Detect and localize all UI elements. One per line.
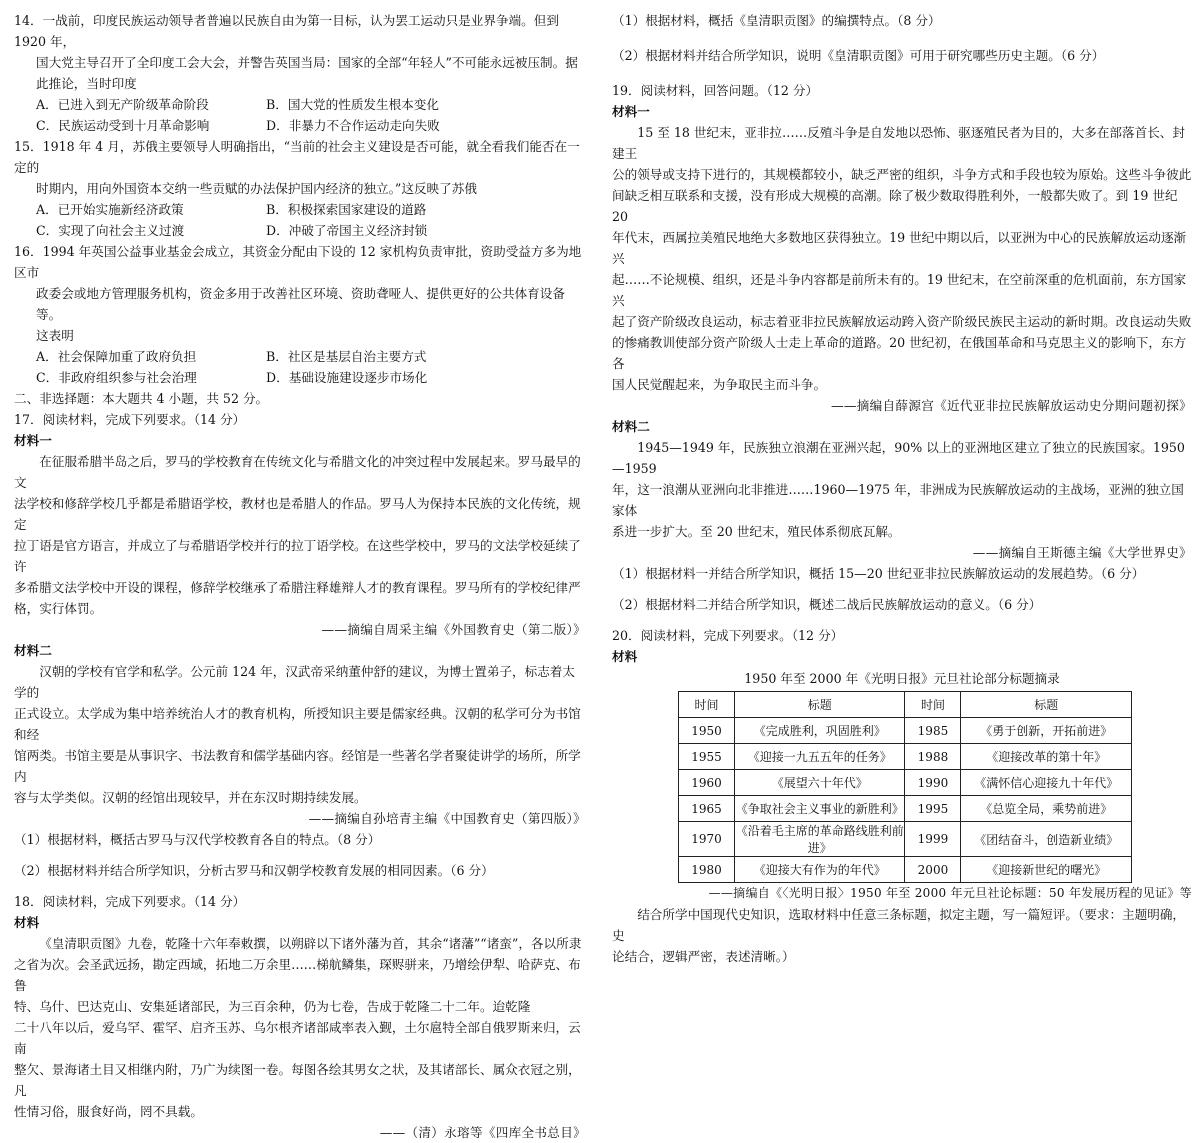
question-17-ask-2: （2）根据材料并结合所学知识，分析古罗马和汉朝学校教育发展的相同因素。（6 分） (14, 863, 494, 878)
table-cell-title: 《迎接改革的第十年》 (961, 744, 1132, 770)
table-cell-year: 1960 (679, 770, 735, 796)
table-cell-year: 2000 (905, 857, 961, 883)
table-row (679, 822, 1132, 857)
option-b[interactable]: B．积极探索国家建设的道路 (266, 202, 427, 217)
material-line: 容与太学类似。汉朝的经馆出现较早，并在东汉时期持续发展。 (14, 790, 367, 805)
question-20-task-line: 论结合，逻辑严密，表述清晰。） (612, 949, 795, 964)
material-line: 整欠、景海诸土目又相继内附，乃广为续图一卷。每图各绘其男女之状，及其诸部长、属众衣冠之别，凡 (14, 1062, 581, 1098)
material-line: 汉朝的学校有官学和私学。公元前 124 年，汉武帝采纳董仲舒的建议，为博士置弟子，标志着太学的 (14, 664, 575, 700)
material-line: 拉丁语是官方语言，并成立了与希腊语学校并行的拉丁语学校。在这些学校中，罗马的文法学校延续了许 (14, 538, 581, 574)
table-caption: 1950 年至 2000 年《光明日报》元旦社论部分标题摘录 (744, 671, 1060, 686)
table-cell-title: 《总览全局，乘势前进》 (961, 796, 1132, 822)
material-line: 《皇清职贡图》九卷，乾隆十六年奉敕撰，以朔辟以下诸外藩为首，其余“诸藩”“诸蛮”，各以所隶 (39, 936, 582, 951)
question-15-stem-line: 15．1918 年 4 月，苏俄主要领导人明确指出，“当前的社会主义建设是否可能，就全看我们能否在一定的 (14, 139, 580, 175)
material-line: 在征服希腊半岛之后，罗马的学校教育在传统文化与希腊文化的冲突过程中发展起来。罗马最早的文 (14, 454, 581, 490)
question-16-options (14, 346, 586, 388)
material-line: 馆两类。书馆主要是从事识字、书法教育和儒学基础内容。经馆是一些著名学者聚徒讲学的场所，所学内 (14, 748, 581, 784)
material-line: 性情习俗，服食好尚，罔不具载。 (14, 1104, 203, 1119)
question-17-title: 17．阅读材料，完成下列要求。（14 分） (14, 412, 246, 427)
question-16-stem-line: 16．1994 年英国公益事业基金会成立，其资金分配由下设的 12 家机构负责审批，资助受益方多为地区市 (14, 244, 582, 280)
table-row (679, 770, 1132, 796)
table-cell-title: 《争取社会主义事业的新胜利》 (734, 796, 905, 822)
table-row (679, 744, 1132, 770)
option-a[interactable]: A．已开始实施新经济政策 (36, 202, 184, 217)
table-cell-title: 《沿着毛主席的革命路线胜利前进》 (734, 822, 905, 857)
material-1-title: 材料一 (612, 104, 650, 119)
material-source: ——摘编自周采主编《外国教育史（第二版）》 (321, 622, 586, 637)
question-14 (14, 10, 586, 136)
table-cell-year: 1995 (905, 796, 961, 822)
editorial-titles-table (678, 691, 1132, 883)
table-row (679, 718, 1132, 744)
table-cell-title: 《完成胜利，巩固胜利》 (734, 718, 905, 744)
option-d[interactable]: D．非暴力不合作运动走向失败 (266, 118, 440, 133)
material-source: ——摘编自孙培青主编《中国教育史（第四版）》 (308, 811, 586, 826)
material-line: 多希腊文法学校中开设的课程，修辞学校继承了希腊注释雄辩人才的教育课程。罗马所有的学校纪律严 (14, 580, 581, 595)
material-line: 二十八年以后，爱乌罕、霍罕、启齐玉苏、乌尔根齐诸部咸率表入觐，土尔扈特全部自俄罗斯来归，云南 (14, 1020, 581, 1056)
material-source: ——（清）永瑢等《四库全书总目》 (379, 1125, 586, 1140)
material-line: 国人民觉醒起来，为争取民主而斗争。 (612, 377, 827, 392)
material-line: 法学校和修辞学校几乎都是希腊语学校，教材也是希腊人的作品。罗马人为保持本民族的文化传统，规定 (14, 496, 581, 532)
material-line: 之省为次。会圣武远扬，勘定西域，拓地二万余里……梯航鳞集，琛赆骈来，乃增绘伊犁、哈萨克、布鲁 (14, 957, 581, 993)
material-title: 材料 (612, 649, 638, 664)
question-15-options (14, 199, 586, 241)
question-18-title: 18．阅读材料，完成下列要求。（14 分） (14, 894, 246, 909)
material-line: 年，这一浪潮从亚洲向北非推进……1960—1975 年，非洲成为民族解放运动的主战场，亚洲的独立国家体 (612, 482, 1184, 518)
material-line: 起了资产阶级改良运动，标志着亚非拉民族解放运动跨入资产阶级民族民主运动的新时期。改良运动失败 (612, 314, 1192, 329)
table-header-cell: 时间 (679, 692, 735, 718)
option-c[interactable]: C．非政府组织参与社会治理 (36, 370, 197, 385)
question-19-title: 19．阅读材料，回答问题。（12 分） (612, 83, 819, 98)
table-cell-year: 1955 (679, 744, 735, 770)
table-cell-year: 1970 (679, 822, 735, 857)
table-cell-title: 《迎接大有作为的年代》 (734, 857, 905, 883)
table-cell-year: 1950 (679, 718, 735, 744)
table-cell-year: 1999 (905, 822, 961, 857)
material-line: 间缺乏相互联系和支援，没有形成大规模的高潮。除了极少数取得胜利外，一般都失败了。到 19 世纪 20 (612, 188, 1178, 224)
table-cell-title: 《迎接一九五五年的任务》 (734, 744, 905, 770)
table-row (679, 796, 1132, 822)
table-cell-title: 《展望六十年代》 (734, 770, 905, 796)
table-source: ——摘编自《〈光明日报〉1950 年至 2000 年元旦社论标题：50 年发展历程的见证》等 (708, 886, 1192, 900)
material-line: 15 至 18 世纪末，亚非拉……反殖斗争是自发地以恐怖、驱逐殖民者为目的，大多在部落首长、封建王 (612, 125, 1185, 161)
table-cell-title: 《勇于创新，开拓前进》 (961, 718, 1132, 744)
question-15-stem-line: 时期内，用向外国资本交纳一些贡赋的办法保护国内经济的独立。”这反映了苏俄 (36, 181, 477, 196)
material-line: 系进一步扩大。至 20 世纪末，殖民体系彻底瓦解。 (612, 524, 901, 539)
table-cell-title: 《团结奋斗，创造新业绩》 (961, 822, 1132, 857)
option-d[interactable]: D．基础设施建设逐步市场化 (266, 370, 428, 385)
table-header-cell: 标题 (961, 692, 1132, 718)
option-a[interactable]: A．已进入到无产阶级革命阶段 (36, 97, 209, 112)
material-source: ——摘编自薛源宫《近代亚非拉民族解放运动史分期问题初探》 (830, 398, 1192, 413)
question-14-stem-line: 国大党主导召开了全印度工会大会，并警告英国当局：国家的全部“年轻人”不可能永远被压制。据 (36, 55, 578, 70)
question-18-ask-1: （1）根据材料，概括《皇清职贡图》的编撰特点。（8 分） (612, 13, 941, 28)
option-a[interactable]: A．社会保障加重了政府负担 (36, 349, 197, 364)
question-18-ask-2: （2）根据材料并结合所学知识，说明《皇清职贡图》可用于研究哪些历史主题。（6 分） (612, 48, 1105, 63)
option-c[interactable]: C．实现了向社会主义过渡 (36, 223, 185, 238)
material-line: 特、乌什、巴达克山、安集延诸部民，为三百余种，仍为七卷，告成于乾隆二十二年。迨乾隆 (14, 999, 531, 1014)
question-18 (14, 891, 586, 1143)
question-16 (14, 241, 586, 388)
question-19-ask-1: （1）根据材料一并结合所学知识，概括 15—20 世纪亚非拉民族解放运动的发展趋势。（6 分） (612, 566, 1145, 581)
question-17-ask-1: （1）根据材料，概括古罗马与汉代学校教育各自的特点。（8 分） (14, 832, 381, 847)
table-row (679, 857, 1132, 883)
table-header-cell: 标题 (734, 692, 905, 718)
question-14-stem-line: 此推论，当时印度 (36, 76, 137, 91)
question-16-stem-line: 这表明 (36, 328, 74, 343)
material-source: ——摘编自王斯德主编《大学世界史》 (972, 545, 1192, 560)
option-b[interactable]: B．国大党的性质发生根本变化 (266, 97, 439, 112)
material-line: 的惨痛教训使部分资产阶级人士走上革命的道路。20 世纪初，在俄国革命和马克思主义的影响下，东方各 (612, 335, 1187, 371)
material-title: 材料 (14, 915, 40, 930)
material-line: 公的领导或支持下进行的，其规模都较小，缺乏严密的组织，斗争方式和手段也较为原始。这些斗争彼此 (612, 167, 1192, 182)
question-20 (612, 625, 1192, 967)
table-header-row (679, 692, 1132, 718)
table-cell-title: 《满怀信心迎接九十年代》 (961, 770, 1132, 796)
question-19 (612, 80, 1192, 625)
material-1-title: 材料一 (14, 433, 52, 448)
material-2-title: 材料二 (14, 643, 52, 658)
table-cell-year: 1990 (905, 770, 961, 796)
table-cell-year: 1985 (905, 718, 961, 744)
right-column (612, 10, 1192, 967)
question-14-stem-line: 14．一战前，印度民族运动领导者普遍以民族自由为第一目标，认为罢工运动只是业界争端。但到 1920 年， (14, 13, 559, 49)
question-19-ask-2: （2）根据材料二并结合所学知识，概述二战后民族解放运动的意义。（6 分） (612, 597, 1042, 612)
table-cell-year: 1988 (905, 744, 961, 770)
table-cell-title: 《迎接新世纪的曙光》 (961, 857, 1132, 883)
question-20-title: 20．阅读材料，完成下列要求。（12 分） (612, 628, 844, 643)
question-15 (14, 136, 586, 241)
table-cell-year: 1965 (679, 796, 735, 822)
question-17 (14, 409, 586, 891)
option-b[interactable]: B．社区是基层自治主要方式 (266, 349, 427, 364)
material-line: 起……不论规模、组织，还是斗争内容都是前所未有的。19 世纪末，在空前深重的危机面前，东方国家兴 (612, 272, 1187, 308)
material-line: 1945—1949 年，民族独立浪潮在亚洲兴起，90% 以上的亚洲地区建立了独立的民族国家。1950—1959 (612, 440, 1185, 476)
left-column (14, 10, 586, 1143)
question-14-options (14, 94, 586, 136)
question-16-stem-line: 政委会或地方管理服务机构，资金多用于改善社区环境、资助聋哑人、提供更好的公共体育设备等。 (36, 286, 565, 322)
section-heading: 二、非选择题：本大题共 4 小题，共 52 分。 (14, 391, 269, 406)
material-line: 正式设立。太学成为集中培养统治人才的教育机构，所授知识主要是儒家经典。汉朝的私学可分为书馆和经 (14, 706, 581, 742)
material-line: 年代末，西属拉美殖民地绝大多数地区获得独立。19 世纪中期以后，以亚洲为中心的民族解放运动逐渐兴 (612, 230, 1187, 266)
material-line: 格，实行体罚。 (14, 601, 103, 616)
option-c[interactable]: C．民族运动受到十月革命影响 (36, 118, 210, 133)
option-d[interactable]: D．冲破了帝国主义经济封锁 (266, 223, 428, 238)
question-20-task-line: 结合所学中国现代史知识，选取材料中任意三条标题，拟定主题，写一篇短评。（要求：主题明确，史 (612, 907, 1186, 943)
table-cell-year: 1980 (679, 857, 735, 883)
table-header-cell: 时间 (905, 692, 961, 718)
material-2-title: 材料二 (612, 419, 650, 434)
